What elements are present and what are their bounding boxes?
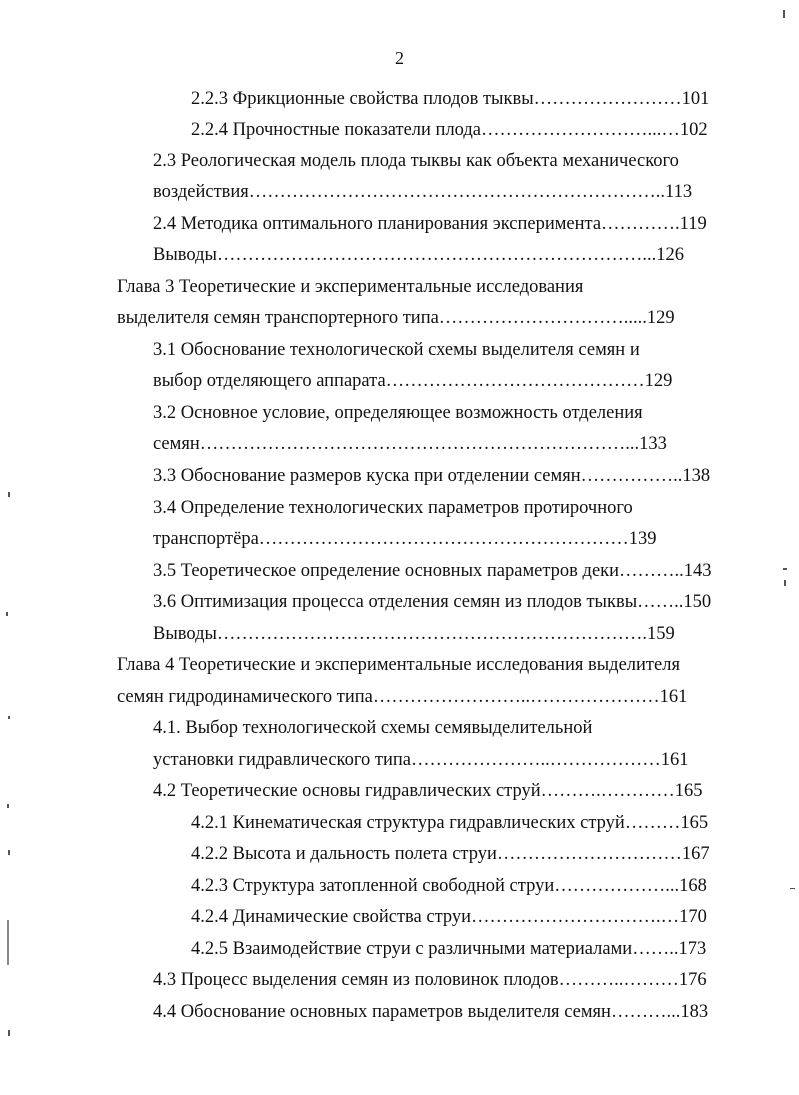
toc-chapter-3-line2: выделителя семян транспортерного типа………………………….....129: [117, 308, 675, 328]
toc-entry-4-4: 4.4 Обоснование основных параметров выделителя семян………...183: [153, 1002, 709, 1022]
scan-speck: [8, 1030, 10, 1036]
toc-entry-3-6: 3.6 Оптимизация процесса отделения семян из плодов тыквы……..150: [153, 592, 712, 612]
toc-entry-3-3: 3.3 Обоснование размеров куска при отделении семян……………..138: [153, 466, 711, 486]
toc-entry-conclusions-ch2: Выводы……………………………………………………………...126: [153, 245, 685, 265]
toc-entry-2-2-3: 2.2.3 Фрикционные свойства плодов тыквы……………………101: [191, 89, 710, 109]
toc-entry-2-4: 2.4 Методика оптимального планирования эксперимента………….119: [153, 214, 707, 234]
toc-entry-2-3-line2: воздействия…………………………………………………………..113: [153, 182, 693, 202]
toc-entry-4-2: 4.2 Теоретические основы гидравлических струй……….…………165: [153, 781, 703, 801]
scan-speck: [790, 888, 795, 889]
scan-speck: [7, 804, 9, 808]
toc-chapter-3-line1: Глава 3 Теоретические и экспериментальные исследования: [117, 277, 584, 297]
toc-chapter-4-line2: семян гидродинамического типа……………………..…………………161: [117, 687, 688, 707]
scan-speck: [783, 10, 785, 18]
scan-speck: [8, 492, 10, 497]
toc-entry-3-2-line2: семян……………………………………………………………...133: [153, 434, 667, 454]
toc-entry-4-1-line1: 4.1. Выбор технологической схемы семявыделительной: [153, 718, 593, 738]
page-number: 2: [395, 48, 404, 68]
toc-entry-4-2-4: 4.2.4 Динамические свойства струи………………………….…170: [191, 907, 707, 927]
scan-speck: [7, 920, 9, 965]
toc-entry-4-2-5: 4.2.5 Взаимодействие струи с различными материалами……..173: [191, 939, 707, 959]
scan-speck: [783, 568, 787, 570]
toc-entry-4-2-2: 4.2.2 Высота и дальность полета струи…………………………167: [191, 844, 710, 864]
toc-entry-3-1-line1: 3.1 Обоснование технологической схемы выделителя семян и: [153, 340, 640, 360]
toc-entry-4-2-1: 4.2.1 Кинематическая структура гидравлических струй………165: [191, 813, 709, 833]
toc-entry-4-2-3: 4.2.3 Структура затопленной свободной струи………………...168: [191, 876, 707, 896]
scan-speck: [784, 580, 786, 586]
scan-speck: [8, 850, 10, 855]
toc-entry-3-4-line1: 3.4 Определение технологических параметров протирочного: [153, 498, 633, 518]
toc-entry-3-4-line2: транспортёра……………………………………………………139: [153, 529, 657, 549]
toc-entry-2-2-4: 2.2.4 Прочностные показатели плода………………………...…102: [191, 120, 708, 140]
toc-entry-3-5: 3.5 Теоретическое определение основных параметров деки………..143: [153, 561, 712, 581]
toc-entry-conclusions-ch3: Выводы…………………………………………………………….159: [153, 624, 675, 644]
scan-speck: [8, 716, 10, 719]
toc-entry-4-3: 4.3 Процесс выделения семян из половинок плодов………..………176: [153, 970, 707, 990]
toc-entry-2-3-line1: 2.3 Реологическая модель плода тыквы как объекта механического: [153, 151, 679, 171]
toc-entry-3-1-line2: выбор отделяющего аппарата……………………………………129: [153, 371, 673, 391]
toc-chapter-4-line1: Глава 4 Теоретические и экспериментальные исследования выделителя: [117, 655, 680, 675]
scan-speck: [6, 612, 8, 616]
toc-entry-3-2-line1: 3.2 Основное условие, определяющее возможность отделения: [153, 403, 643, 423]
toc-entry-4-1-line2: установки гидравлического типа…………………..………………161: [153, 750, 689, 770]
